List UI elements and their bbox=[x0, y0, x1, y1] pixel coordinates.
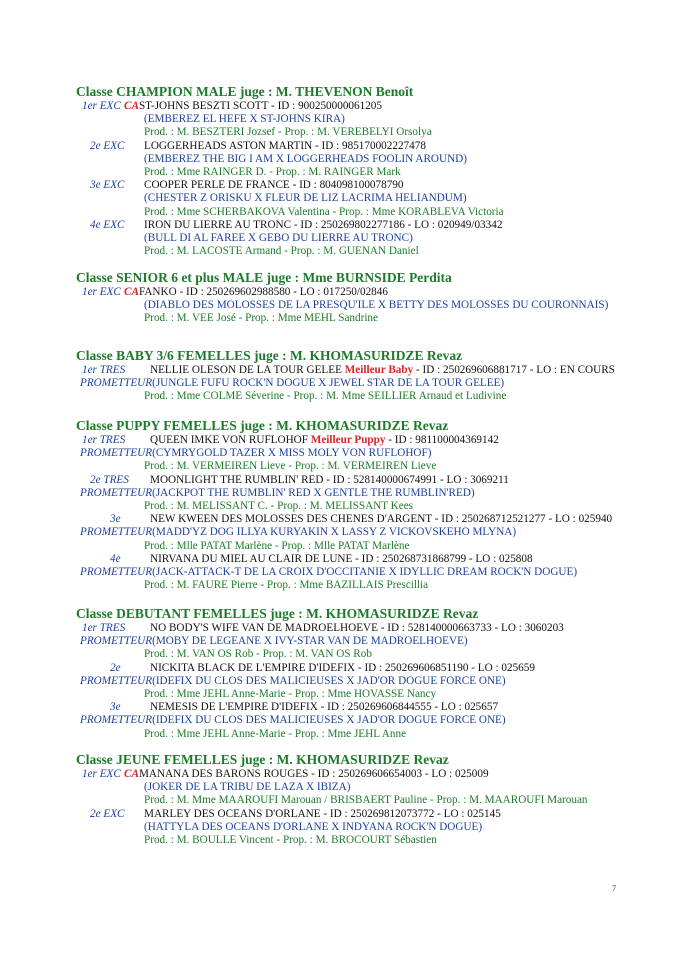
dog-registration: - ID : 985170002227478 bbox=[312, 139, 426, 152]
dog-registration: - ID : 250269802277186 - LO : 020949/03342 bbox=[291, 218, 503, 231]
class-title: Classe DEBUTANT FEMELLES juge : M. KHOMASURIDZE Revaz bbox=[76, 606, 479, 621]
parents-line bbox=[80, 377, 504, 390]
entry-rank: 3e EXC bbox=[90, 179, 125, 192]
dog-parents: (CYMRYGOLD TAZER X MISS MOLY VON RUFLOHOF) bbox=[152, 447, 432, 460]
dog-registration: - ID : 250268712521277 - LO : 025940 bbox=[431, 513, 613, 526]
qualifier-label: PROMETTEUR bbox=[80, 486, 153, 499]
parents-line bbox=[144, 299, 608, 312]
entry-line bbox=[90, 140, 426, 153]
qualifier-label: PROMETTEUR bbox=[80, 447, 153, 460]
dog-registration: - ID : 250269602988580 - LO : 017250/02846 bbox=[176, 286, 388, 298]
dog-registration: - ID : 250269606654003 - LO : 025009 bbox=[308, 768, 489, 780]
owners-line: Prod. : M. VERMEIREN Lieve - Prop. : M. VERMEIREN Lieve bbox=[144, 460, 437, 473]
dog-name: NELLIE OLESON DE LA TOUR GELEE bbox=[150, 364, 342, 376]
dog-registration: - ID : 250269812073772 - LO : 025145 bbox=[320, 807, 501, 820]
ca-mark: CA bbox=[124, 768, 139, 780]
dog-registration: - ID : 528140000674991 - LO : 3069211 bbox=[323, 473, 509, 486]
dog-name: QUEEN IMKE VON RUFLOHOF bbox=[150, 434, 308, 446]
dog-registration: - ID : 900250000061205 bbox=[268, 100, 382, 112]
dog-parents: (BULL DI AL FAREE X GEBO DU LIERRE AU TRONC) bbox=[144, 232, 413, 244]
entry-line bbox=[90, 219, 502, 232]
dog-parents: (EMBEREZ THE BIG I AM X LOGGERHEADS FOOLIN AROUND) bbox=[144, 152, 467, 165]
award-label: Meilleur Puppy bbox=[310, 434, 386, 446]
entry-rank: 4e EXC bbox=[90, 218, 125, 231]
dog-name: MARLEY DES OCEANS D'ORLANE bbox=[144, 807, 321, 820]
parents-line bbox=[80, 447, 431, 460]
owners-line: Prod. : M. Mme MAAROUFI Marouan / BRISBAERT Pauline - Prop. : M. MAAROUFI Marouan bbox=[144, 794, 588, 807]
dog-registration: - ID : 981100004369142 bbox=[385, 434, 499, 446]
parents-line bbox=[144, 192, 467, 205]
entry-line bbox=[90, 179, 404, 192]
entry-rank: 2e bbox=[110, 661, 121, 674]
parents-line bbox=[144, 113, 345, 126]
dog-name: IRON DU LIERRE AU TRONC bbox=[144, 218, 292, 231]
dog-parents: (EMBEREZ EL HEFE X ST-JOHNS KIRA) bbox=[144, 113, 345, 126]
dog-parents: (JACKPOT THE RUMBLIN' RED X GENTLE THE RUMBLIN'RED) bbox=[152, 486, 475, 499]
entry-line bbox=[82, 364, 615, 377]
class-title: Classe BABY 3/6 FEMELLES juge : M. KHOMASURIDZE Revaz bbox=[76, 348, 463, 363]
dog-registration: - ID : 804098100078790 bbox=[289, 179, 404, 192]
class-title: Classe CHAMPION MALE juge : M. THEVENON Benoît bbox=[76, 84, 414, 99]
dog-registration: - ID : 528140000663733 - LO : 3060203 bbox=[377, 622, 564, 634]
entry-rank: 1er TRES bbox=[82, 434, 126, 446]
entry-line bbox=[82, 622, 564, 635]
dog-name: COOPER PERLE DE FRANCE bbox=[144, 179, 290, 192]
entry-rank: 1er EXC bbox=[82, 286, 121, 298]
qualifier-label: PROMETTEUR bbox=[80, 377, 153, 390]
dog-registration: - ID : 250269606851190 - LO : 025659 bbox=[355, 661, 535, 674]
owners-line: Prod. : M. BESZTERI Jozsef - Prop. : M. VEREBELYI Orsolya bbox=[144, 126, 432, 139]
dog-parents: (CHESTER Z ORISKU X FLEUR DE LIZ LACRIMA HELIANDUM) bbox=[144, 192, 467, 205]
dog-registration: - ID : 250269606844555 - LO : 025657 bbox=[317, 701, 499, 714]
dog-name: MANANA DES BARONS ROUGES bbox=[138, 768, 309, 780]
entry-rank: 2e EXC bbox=[90, 139, 125, 152]
owners-line: Prod. : M. LACOSTE Armand - Prop. : M. GUENAN Daniel bbox=[144, 245, 419, 258]
entry-rank: 3e bbox=[110, 701, 121, 714]
dog-name: LOGGERHEADS ASTON MARTIN bbox=[144, 139, 313, 152]
dog-parents: (JACK-ATTACK-T DE LA CROIX D'OCCITANIE X IDYLLIC DREAM ROCK'N DOGUE) bbox=[152, 566, 578, 578]
dog-parents: (HATTYLA DES OCEANS D'ORLANE X INDYANA ROCK'N DOGUE) bbox=[144, 820, 483, 833]
entry-line bbox=[110, 662, 535, 675]
award-label: Meilleur Baby bbox=[344, 364, 414, 376]
ca-mark: CA bbox=[124, 286, 139, 298]
owners-line: Prod. : M. MELISSANT C. - Prop. : M. MELISSANT Kees bbox=[144, 500, 414, 512]
dog-parents: (MADD'YZ DOG ILLYA KURYAKIN X LASSY Z VICKOVSKEHO MLYNA) bbox=[152, 526, 517, 539]
dog-name: NEW KWEEN DES MOLOSSES DES CHENES D'ARGENT bbox=[150, 513, 432, 526]
ca-mark: CA bbox=[124, 100, 139, 112]
entry-line bbox=[82, 100, 382, 113]
entry-line bbox=[110, 701, 498, 714]
qualifier-label: PROMETTEUR bbox=[80, 674, 153, 687]
entry-rank: 3e bbox=[110, 513, 121, 526]
entry-rank: 2e EXC bbox=[90, 807, 125, 820]
entry-rank: 1er EXC bbox=[82, 768, 121, 780]
parents-line bbox=[80, 675, 506, 688]
qualifier-label: PROMETTEUR bbox=[80, 635, 153, 648]
parents-line bbox=[80, 526, 516, 539]
owners-line: Prod. : M. BOULLE Vincent - Prop. : M. BROCOURT Sébastien bbox=[144, 834, 437, 846]
parents-line bbox=[80, 566, 577, 579]
parents-line bbox=[80, 487, 475, 500]
class-title: Classe SENIOR 6 et plus MALE juge : Mme BURNSIDE Perdita bbox=[76, 270, 452, 285]
class-title: Classe PUPPY FEMELLES juge : M. KHOMASURIDZE Revaz bbox=[76, 418, 449, 433]
entry-rank: 1er EXC bbox=[82, 100, 121, 112]
owners-line: Prod. : M. FAURE Pierre - Prop. : Mme BAZILLAIS Prescillia bbox=[144, 579, 429, 592]
owners-line: Prod. : Mme COLME Séverine - Prop. : M. Mme SEILLIER Arnaud et Ludivine bbox=[144, 390, 507, 403]
dog-parents: (JUNGLE FUFU ROCK'N DOGUE X JEWEL STAR DE LA TOUR GELEE) bbox=[152, 377, 505, 390]
qualifier-label: PROMETTEUR bbox=[80, 714, 153, 727]
dog-registration: - ID : 250268731868799 - LO : 025808 bbox=[352, 552, 533, 565]
dog-parents: (IDEFIX DU CLOS DES MALICIEUSES X JAD'OR DOGUE FORCE ONE) bbox=[152, 674, 506, 687]
entry-rank: 1er TRES bbox=[82, 622, 126, 634]
qualifier-label: PROMETTEUR bbox=[80, 566, 153, 578]
owners-line: Prod. : Mme SCHERBAKOVA Valentina - Prop. : Mme KORABLEVA Victoria bbox=[144, 205, 504, 218]
class-title: Classe JEUNE FEMELLES juge : M. KHOMASURIDZE Revaz bbox=[76, 752, 449, 767]
dog-parents: (MOBY DE LEGEANE X IVY-STAR VAN DE MADROELHOEVE) bbox=[152, 635, 468, 648]
owners-line: Prod. : Mlle PATAT Marlène - Prop. : Mlle PATAT Marlène bbox=[144, 539, 410, 552]
owners-line: Prod. : Mme JEHL Anne-Marie - Prop. : Mme JEHL Anne bbox=[144, 727, 407, 740]
dog-name: NICKITA BLACK DE L'EMPIRE D'IDEFIX bbox=[150, 661, 356, 674]
dog-name: FANKO bbox=[138, 286, 177, 298]
dog-name: ST-JOHNS BESZTI SCOTT bbox=[138, 100, 269, 112]
entry-line bbox=[82, 286, 388, 299]
entry-line bbox=[110, 513, 612, 526]
entry-line bbox=[82, 768, 489, 781]
dog-name: NEMESIS DE L'EMPIRE D'IDEFIX bbox=[150, 701, 318, 714]
page-number: 7 bbox=[612, 884, 616, 893]
qualifier-label: PROMETTEUR bbox=[80, 526, 153, 539]
dog-name: NO BODY'S WIFE VAN DE MADROELHOEVE bbox=[150, 622, 378, 634]
parents-line bbox=[80, 635, 468, 648]
dog-parents: (JOKER DE LA TRIBU DE LAZA X IBIZA) bbox=[144, 781, 351, 794]
entry-line bbox=[90, 474, 509, 487]
dog-name: NIRVANA DU MIEL AU CLAIR DE LUNE bbox=[150, 552, 353, 565]
dog-registration: - ID : 250269606881717 - LO : EN COURS bbox=[413, 364, 615, 376]
owners-line: Prod. : Mme JEHL Anne-Marie - Prop. : Mme HOVASSE Nancy bbox=[144, 688, 437, 700]
parents-line bbox=[144, 781, 350, 794]
entry-rank: 1er TRES bbox=[82, 364, 126, 376]
dog-parents: (DIABLO DES MOLOSSES DE LA PRESQU'ILE X BETTY DES MOLOSSES DU COURONNAIS) bbox=[144, 299, 609, 312]
owners-line: Prod. : Mme RAINGER D. - Prop. : M. RAINGER Mark bbox=[144, 166, 401, 178]
entry-rank: 2e TRES bbox=[90, 473, 129, 486]
owners-line: Prod. : M. VAN OS Rob - Prop. : M. VAN OS Rob bbox=[144, 648, 372, 661]
dog-name: MOONLIGHT THE RUMBLIN' RED bbox=[150, 473, 324, 486]
entry-line bbox=[90, 808, 501, 821]
entry-rank: 4e bbox=[110, 552, 121, 565]
parents-line bbox=[144, 821, 482, 834]
parents-line bbox=[80, 714, 506, 727]
parents-line bbox=[144, 232, 413, 245]
dog-parents: (IDEFIX DU CLOS DES MALICIEUSES X JAD'OR DOGUE FORCE ONE) bbox=[152, 714, 506, 727]
owners-line: Prod. : M. VEE José - Prop. : Mme MEHL Sandrine bbox=[144, 312, 378, 325]
parents-line bbox=[144, 153, 467, 166]
entry-line bbox=[110, 553, 533, 566]
entry-line bbox=[82, 434, 499, 447]
